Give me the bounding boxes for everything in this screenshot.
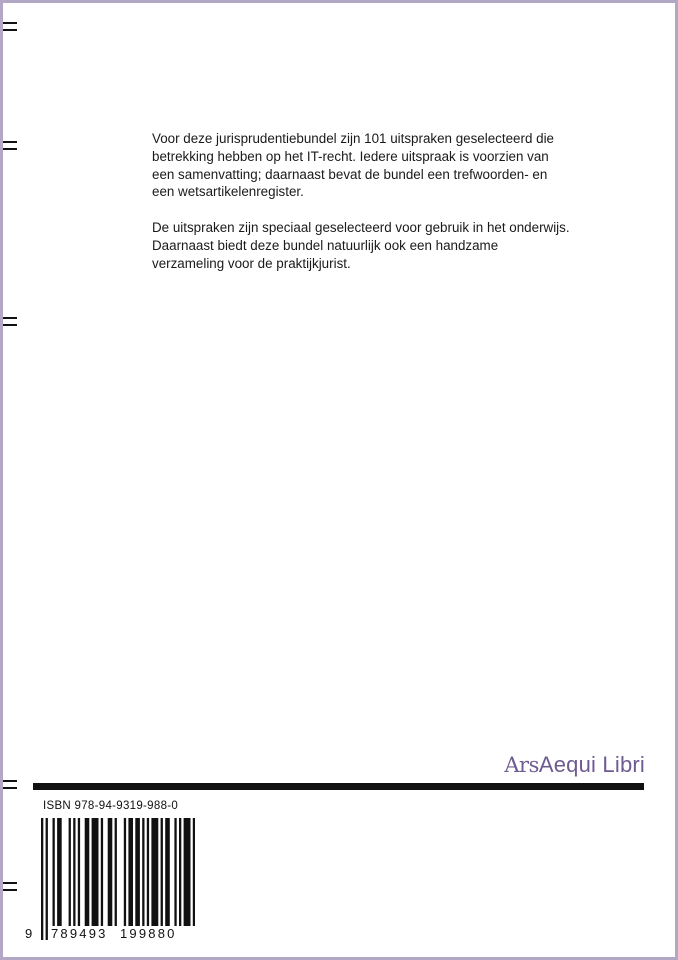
barcode-bar — [101, 818, 103, 926]
barcode-bar — [193, 818, 195, 926]
isbn-label: ISBN 978-94-9319-988-0 — [43, 800, 179, 812]
barcode-bar — [124, 818, 126, 926]
barcode-bar — [53, 818, 55, 926]
barcode-bar — [161, 818, 163, 926]
barcode-right-digits: 199880 — [120, 926, 177, 941]
barcode-bar — [142, 818, 144, 940]
barcode-bar — [135, 818, 140, 926]
barcode-left-digits: 789493 — [51, 926, 108, 941]
blurb-paragraph-2: De uitspraken zijn speciaal geselecteerd voor gebruik in het onderwijs. Daarnaast biedt deze bundel natuurlijk ook een handzame verzameling voor de praktijkjurist. — [152, 220, 570, 271]
crop-mark — [3, 22, 17, 31]
barcode-bar — [46, 818, 48, 940]
barcode-bar — [179, 818, 181, 926]
barcode-bar — [184, 818, 191, 926]
barcode-bar — [147, 818, 149, 940]
back-cover-blurb — [152, 130, 572, 291]
barcode-bar — [41, 818, 43, 940]
crop-mark — [3, 141, 17, 150]
barcode-bar — [57, 818, 62, 926]
barcode-bar — [108, 818, 113, 926]
barcode-bar — [92, 818, 99, 926]
barcode-bar — [69, 818, 71, 926]
barcode-bar — [151, 818, 158, 926]
barcode-bar — [165, 818, 170, 926]
publisher-logo-prefix: Ars — [504, 753, 539, 777]
publisher-logo-name: Aequi Libri — [538, 752, 645, 777]
barcode-first-digit: 9 — [25, 926, 35, 941]
barcode-bar — [174, 818, 176, 926]
horizontal-rule — [33, 783, 644, 790]
crop-mark — [3, 317, 17, 326]
crop-mark — [3, 882, 17, 891]
barcode-bar — [85, 818, 90, 926]
barcode-bar — [115, 818, 117, 926]
crop-mark — [3, 780, 17, 789]
barcode-bar — [73, 818, 75, 926]
barcode-bar — [128, 818, 133, 926]
blurb-paragraph-1: Voor deze jurisprudentiebundel zijn 101 uitspraken geselecteerd die betrekking hebben op het IT-recht. Iedere uitspraak is voorzien van een samenvatting; daarnaast bevat de bundel een trefwoorden- en een wetsartikelenregister. — [152, 131, 554, 200]
barcode-bar — [78, 818, 80, 926]
publisher-logo — [504, 752, 645, 778]
isbn-barcode — [37, 818, 195, 940]
